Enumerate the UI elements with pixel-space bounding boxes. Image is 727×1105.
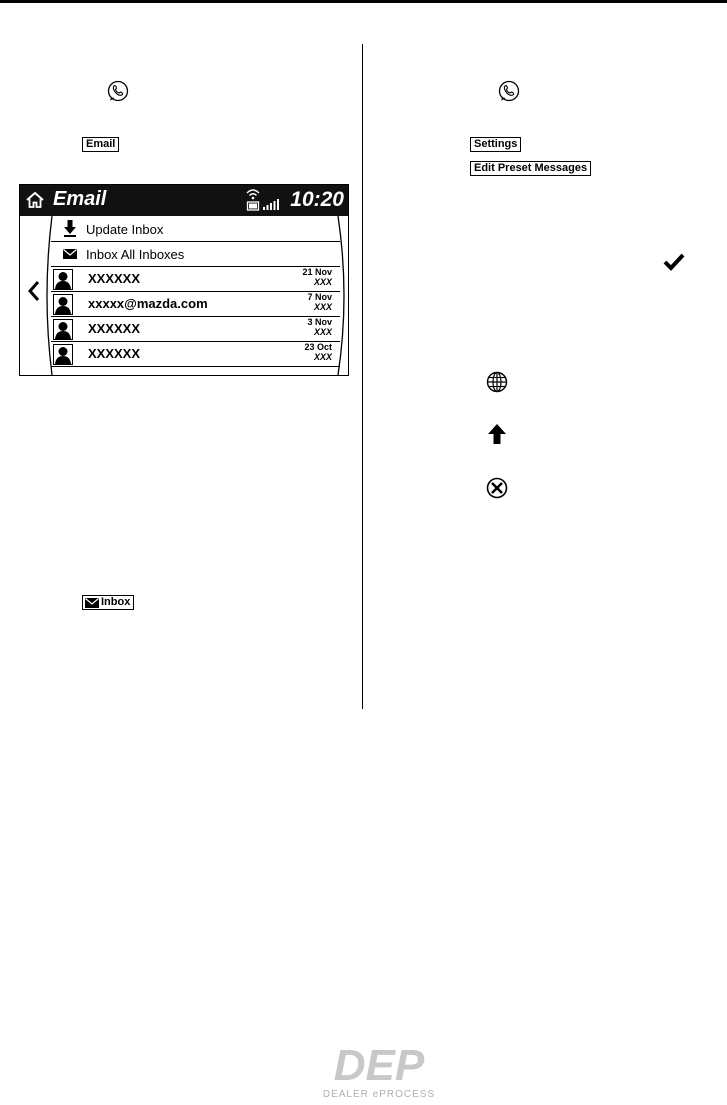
inbox-all-label: Inbox All Inboxes (86, 247, 185, 262)
contact-date: 23 Oct XXX (304, 342, 332, 362)
avatar-icon (53, 269, 73, 290)
clock: 10:20 (290, 188, 344, 211)
chevron-left-icon[interactable] (28, 280, 40, 302)
contact-name: xxxxx@mazda.com (88, 296, 208, 311)
table-row[interactable] (51, 292, 340, 317)
avatar-icon (53, 319, 73, 340)
settings-key[interactable]: Settings (470, 137, 521, 152)
signal-icon (263, 198, 279, 210)
contact-date: 3 Nov XXX (307, 317, 332, 337)
svg-text:DEALER ePROCESS: DEALER ePROCESS (322, 1089, 436, 1100)
contact-name: XXXXXX (88, 346, 141, 361)
inbox-key[interactable] (82, 595, 134, 610)
update-inbox-label: Update Inbox (86, 222, 164, 237)
download-arrow-icon (63, 220, 77, 237)
list-item-update-inbox[interactable] (51, 217, 340, 242)
shift-up-arrow-icon (487, 423, 507, 445)
contact-name: XXXXXX (88, 321, 141, 336)
avatar-icon (53, 344, 73, 365)
table-row[interactable] (51, 317, 340, 342)
email-screen (19, 184, 349, 376)
phone-talk-icon (107, 80, 129, 102)
wifi-battery-icon (246, 187, 260, 212)
top-rule (0, 0, 727, 3)
edit-preset-messages-key[interactable]: Edit Preset Messages (470, 161, 591, 176)
dealer-eprocess-watermark (314, 1040, 444, 1100)
avatar-icon (53, 294, 73, 315)
home-icon[interactable] (26, 192, 44, 208)
inbox-key-label: Inbox (101, 596, 131, 608)
phone-talk-icon (498, 80, 520, 102)
screen-header (20, 185, 348, 216)
screen-title: Email (53, 188, 107, 210)
table-row[interactable] (51, 267, 340, 292)
cancel-circle-icon (486, 477, 508, 499)
contact-date: 21 Nov XXX (302, 267, 332, 287)
table-row[interactable] (51, 342, 340, 367)
email-key[interactable]: Email (82, 137, 119, 152)
dep-logo (314, 1040, 444, 1100)
contact-name: XXXXXX (88, 271, 141, 286)
checkmark-icon (663, 253, 685, 271)
contact-date: 7 Nov XXX (307, 292, 332, 312)
envelope-icon (85, 598, 99, 608)
svg-text:DEP: DEP (333, 1041, 425, 1090)
envelope-icon (63, 249, 77, 259)
globe-icon (486, 371, 508, 393)
column-divider (362, 44, 363, 709)
list-item-inbox-all[interactable] (51, 242, 340, 267)
